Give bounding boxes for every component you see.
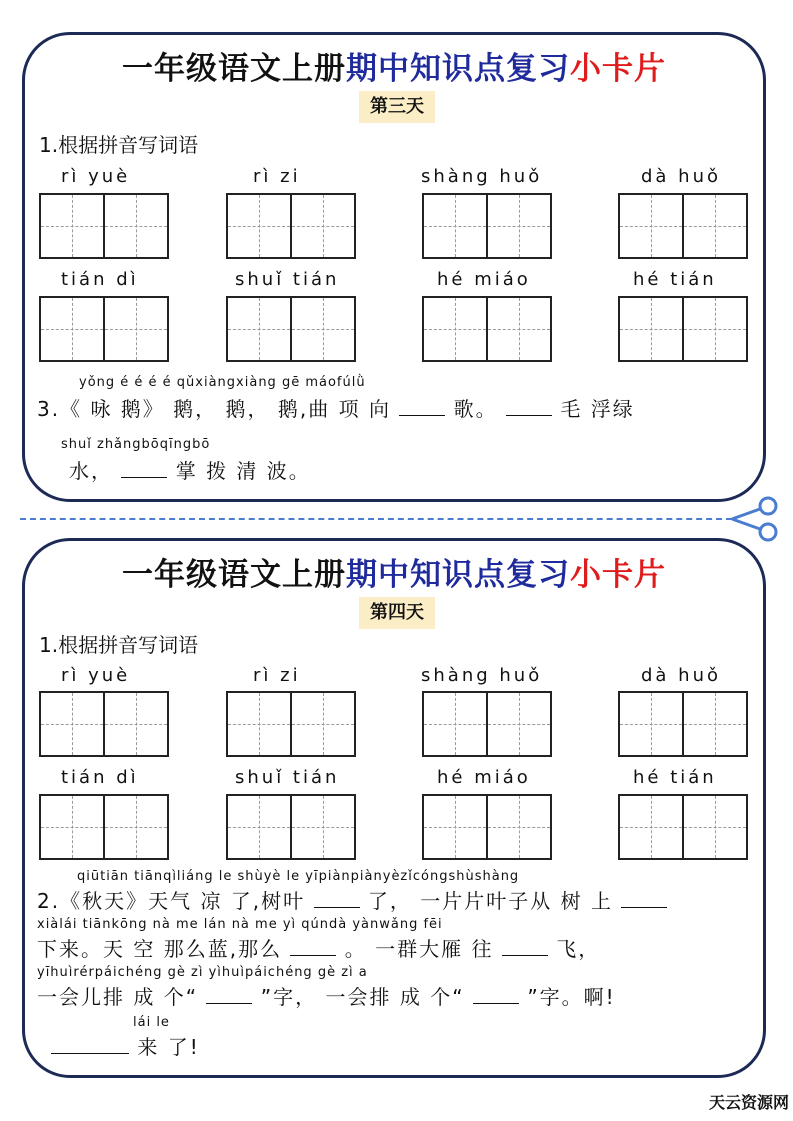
- writing-grid[interactable]: [226, 193, 358, 259]
- title-part-blue: 期中知识点复习: [346, 51, 570, 87]
- poem-text-line: [37, 393, 635, 422]
- poem-text: 歌。: [453, 397, 498, 421]
- writing-grid[interactable]: [422, 691, 554, 757]
- passage-text-line: [37, 885, 667, 914]
- pinyin-prompt: tián dì: [61, 767, 139, 788]
- passage-text: 飞，: [556, 937, 601, 961]
- answer-blank[interactable]: [121, 459, 167, 478]
- pinyin-prompt: rì zi: [253, 665, 301, 686]
- passage-text: 了， 一片片叶子从 树 上: [367, 889, 613, 913]
- answer-blank[interactable]: [502, 937, 548, 956]
- passage-text: 下来。天 空 那么蓝,那么: [37, 937, 283, 961]
- poem-pinyin-line: shuǐ zhǎngbōqīngbō: [61, 437, 211, 452]
- review-card-day-4: [22, 538, 766, 1078]
- passage-pinyin-line: yīhuìrérpáichéng gè zì yìhuìpáichéng gè zì a: [37, 965, 368, 980]
- question-1-heading: 1.根据拼音写词语: [39, 633, 199, 657]
- pinyin-prompt: rì zi: [253, 166, 301, 187]
- writing-grid[interactable]: [39, 296, 171, 362]
- writing-grid[interactable]: [618, 296, 750, 362]
- poem-pinyin-line: yǒng é é é é qǔxiàngxiàng gē máofúlǜ: [79, 375, 366, 390]
- writing-grid[interactable]: [422, 193, 554, 259]
- answer-blank[interactable]: [621, 889, 667, 908]
- writing-grid[interactable]: [422, 794, 554, 860]
- passage-text: 。 一群大雁 往: [344, 937, 494, 961]
- title-part-black: 一年级语文上册: [122, 557, 346, 593]
- answer-blank[interactable]: [51, 1035, 129, 1054]
- card-title: [25, 549, 763, 594]
- title-part-red: 小卡片: [570, 51, 666, 87]
- title-part-red: 小卡片: [570, 557, 666, 593]
- pinyin-prompt: shuǐ tián: [235, 269, 340, 290]
- writing-grid[interactable]: [226, 691, 358, 757]
- pinyin-prompt: hé miáo: [437, 269, 531, 290]
- answer-blank[interactable]: [473, 985, 519, 1004]
- passage-text-line: [37, 933, 600, 962]
- answer-blank[interactable]: [290, 937, 336, 956]
- writing-grid[interactable]: [39, 794, 171, 860]
- pinyin-prompt: dà huǒ: [641, 665, 722, 686]
- passage-text: 一会儿排 成 个“: [37, 985, 199, 1009]
- poem-text: 掌 拨 清 波。: [175, 459, 311, 483]
- pinyin-prompt: rì yuè: [61, 665, 131, 686]
- passage-pinyin-line: qiūtiān tiānqìliáng le shùyè le yīpiànpiànyèzǐcóngshùshàng: [77, 869, 520, 884]
- pinyin-prompt: hé tián: [633, 269, 717, 290]
- answer-blank[interactable]: [399, 397, 445, 416]
- poem-text: 3.《 咏 鹅》 鹅， 鹅， 鹅,曲 项 向: [37, 397, 391, 421]
- answer-blank[interactable]: [314, 889, 360, 908]
- review-card-day-3: [22, 32, 766, 502]
- answer-blank[interactable]: [506, 397, 552, 416]
- pinyin-prompt: shàng huǒ: [421, 166, 543, 187]
- passage-text-line: [51, 1031, 200, 1060]
- poem-text: 水，: [69, 459, 113, 483]
- title-part-black: 一年级语文上册: [122, 51, 346, 87]
- writing-grid[interactable]: [226, 296, 358, 362]
- title-part-blue: 期中知识点复习: [346, 557, 570, 593]
- passage-pinyin-line: lái le: [133, 1015, 170, 1030]
- scissors-icon: [728, 495, 780, 543]
- pinyin-prompt: dà huǒ: [641, 166, 722, 187]
- pinyin-prompt: shàng huǒ: [421, 665, 543, 686]
- pinyin-prompt: shuǐ tián: [235, 767, 340, 788]
- writing-grid[interactable]: [226, 794, 358, 860]
- pinyin-prompt: hé tián: [633, 767, 717, 788]
- passage-text: ”字。啊!: [527, 985, 616, 1009]
- card-title: [25, 43, 763, 88]
- site-watermark: 天云资源网: [708, 1093, 789, 1112]
- passage-text-line: [37, 981, 616, 1010]
- answer-blank[interactable]: [206, 985, 252, 1004]
- writing-grid[interactable]: [618, 193, 750, 259]
- writing-grid[interactable]: [39, 691, 171, 757]
- poem-text-line: [69, 455, 311, 484]
- writing-grid[interactable]: [39, 193, 171, 259]
- writing-grid[interactable]: [618, 794, 750, 860]
- writing-grid[interactable]: [422, 296, 554, 362]
- pinyin-prompt: rì yuè: [61, 166, 131, 187]
- passage-text: 来 了!: [137, 1035, 200, 1059]
- question-1-heading: 1.根据拼音写词语: [39, 133, 199, 157]
- pinyin-prompt: tián dì: [61, 269, 139, 290]
- poem-text: 毛 浮绿: [560, 397, 635, 421]
- writing-grid[interactable]: [618, 691, 750, 757]
- cut-line-divider: [20, 518, 732, 520]
- day-label: 第四天: [359, 597, 435, 629]
- passage-text: ”字， 一会排 成 个“: [260, 985, 465, 1009]
- day-label: 第三天: [359, 91, 435, 123]
- pinyin-prompt: hé miáo: [437, 767, 531, 788]
- passage-pinyin-line: xiàlái tiānkōng nà me lán nà me yì qúndà yànwǎng fēi: [37, 917, 443, 932]
- passage-text: 2.《秋天》天气 凉 了,树叶: [37, 889, 306, 913]
